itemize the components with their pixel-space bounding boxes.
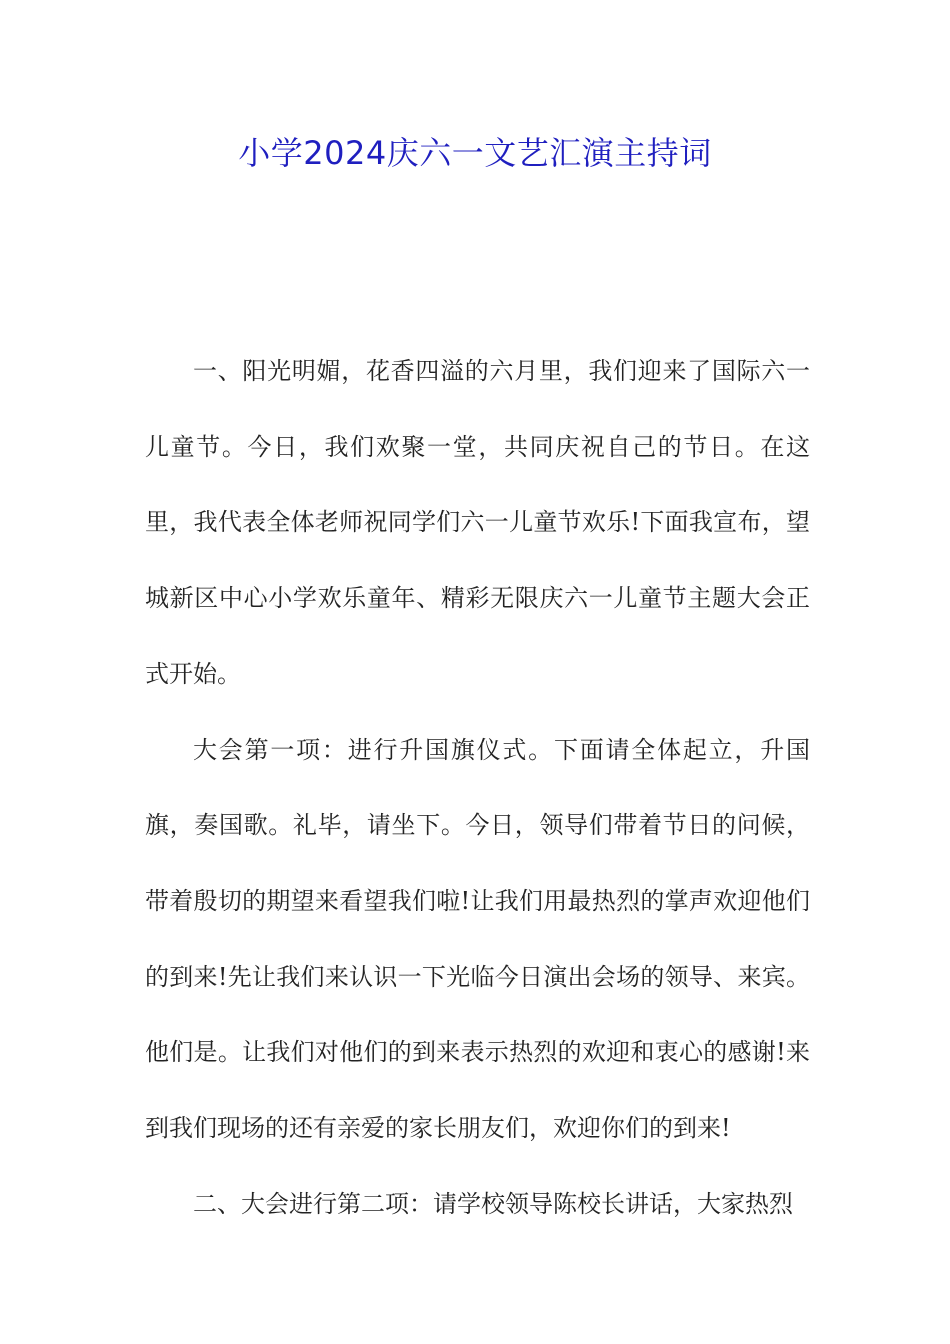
document-body <box>145 334 810 1242</box>
paragraph-1: 一、阳光明媚，花香四溢的六月里，我们迎来了国际六一儿童节。今日，我们欢聚一堂，共同庆祝自己的节日。在这里，我代表全体老师祝同学们六一儿童节欢乐!下面我宣布，望城新区中心小学欢乐童年、精彩无限庆六一儿童节主题大会正式开始。 <box>145 357 810 688</box>
paragraph-2: 大会第一项：进行升国旗仪式。下面请全体起立，升国旗，奏国歌。礼毕，请坐下。今日，领导们带着节日的问候，带着殷切的期望来看望我们啦!让我们用最热烈的掌声欢迎他们的到来!先让我们来认识一下光临今日演出会场的领导、来宾。他们是。让我们对他们的到来表示热烈的欢迎和衷心的感谢!来到我们现场的还有亲爱的家长朋友们，欢迎你们的到来! <box>145 735 810 1143</box>
document-title: 小学2024庆六一文艺汇演主持词 <box>238 134 712 172</box>
paragraph-3: 二、大会进行第二项：请学校领导陈校长讲话，大家热烈 <box>193 1189 793 1218</box>
